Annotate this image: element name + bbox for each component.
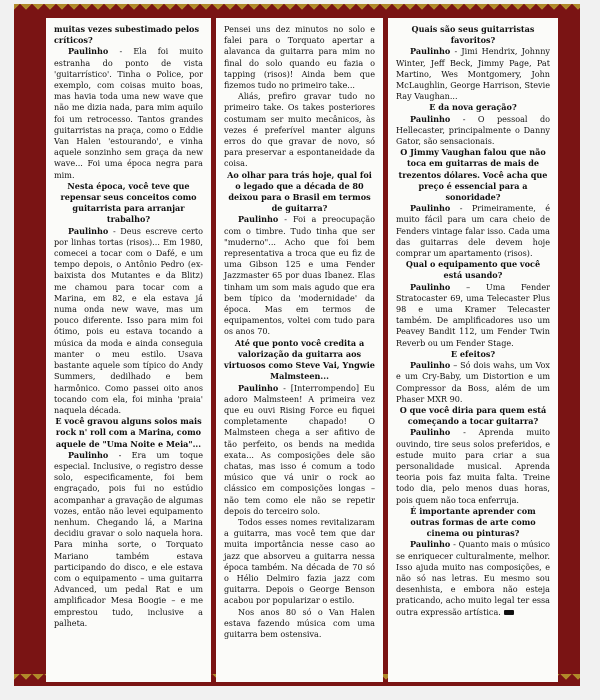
speaker-label: Paulinho <box>410 427 451 438</box>
speaker-label: Paulinho <box>68 449 109 460</box>
column-1 <box>46 18 211 682</box>
answer-text: - Deus escreve certo por linhas tortas (risos)... Em 1980, comecei a tocar com o Dafé, e um tempo depois, o Antônio Pedro (ex-baixista dos Mutantes e da Blitz) me chamou para tocar com a Marina, em 82, e ela estava já numa onda new wave, mas um pouco diferente. Isso para mim foi ótimo, pois eu estava tocando a música da moda e ainda conseguia manter o meu estilo. Usava bastante aquele som típico do Andy Summers, dedilhado e bem harmônico. Como passei oito anos tocando com ela, foi minha 'praia' naquela década. <box>54 225 203 415</box>
speaker-label: Paulinho <box>410 46 451 57</box>
speaker-label: Paulinho <box>410 203 451 214</box>
question: E você gravou alguns solos mais rock n' roll com a Marina, como aquele de "Uma Noite e Meia"... <box>55 416 202 449</box>
question: O Jimmy Vaughan falou que não toca em guitarras de mais de trezentos dólares. Você acha que preço é essencial para a sonoridade? <box>398 147 548 203</box>
question-continuation: muitas vezes subestimado pelos críticos? <box>54 24 199 46</box>
question: Qual o equipamento que você está usando? <box>405 259 541 281</box>
question: Quais são seus guitarristas favoritos? <box>411 24 535 46</box>
answer-text: - Foi a preocupação com o timbre. Tudo tinha que ser "muderno"... Acho que foi bem representativa a troca que eu fiz de uma Gibson 125 e uma Fender Jazzmaster 65 por duas Ibanez. Elas tinham um som mais agudo que era bem típico da 'modernidade' da época. Mas em termos de equipamentos, voltei com tudo para os anos 70. <box>224 214 375 337</box>
paragraph: Nos anos 80 só o Van Halen estava fazendo música com uma guitarra bem ostensiva. <box>224 606 375 639</box>
speaker-label: Paulinho <box>410 360 451 371</box>
question: E efeitos? <box>450 348 496 359</box>
paragraph: Pensei uns dez minutos no solo e falei para o Torquato apertar a alavanca da guitarra para mim no final do solo quando eu fazia o tapping (risos)! Ainda bem que fizemos tudo no primeiro take... <box>224 24 375 91</box>
top-zigzag-border <box>14 4 580 16</box>
column-3 <box>388 18 558 682</box>
answer-text: - Primeiramente, é muito fácil para um cara cheio de Fenders vintage falar isso. Cada uma das guitarras dele devem hoje comprar um apartamento (risos). <box>396 203 550 259</box>
question: Nesta época, você teve que repensar seus conceitos como guitarrista para arranjar trabalho? <box>60 180 197 225</box>
answer-text: - Quanto mais o músico se enriquecer culturalmente, melhor. Isso ajuda muito nas composições, e não só nas letras. Eu mesmo sou desenhista, e embora não esteja praticando, acho muito legal ter essa outra expressão artística. <box>396 539 550 617</box>
answer-text: - Ela foi muito estranha do ponto de vista 'guitarrístico'. Tinha o Police, por exemplo, com coisas muito boas, mas havia toda uma new wave que não me dizia nada, para mim aquilo foi um retrocesso. Tantos grandes guitarristas na praça, como o Eddie Van Halen 'estourando', e vinha aquele sonzinho sem graça da new wave... Foi uma época negra para mim. <box>54 46 203 180</box>
answer-text: - Jimi Hendrix, Johnny Winter, Jeff Beck, Jimmy Page, Pat Martino, Wes Montgomery, John McLaughlin, George Harrison, Stevie Ray Vaughan... <box>396 46 550 102</box>
speaker-label: Paulinho <box>238 214 279 225</box>
answer-text: - O pessoal do Hellecaster, principalmente o Danny Gator, são sensacionais. <box>396 113 550 147</box>
question: E da nova geração? <box>429 102 517 113</box>
question: É importante aprender com outras formas de arte como cinema ou pinturas? <box>410 505 536 539</box>
answer-text: – Só dois wahs, um Vox e um Cry-Baby, um Distortion e um Compressor da Boss, além de um Phaser MXR 90. <box>396 360 550 404</box>
speaker-label: Paulinho <box>410 281 451 292</box>
question: Ao olhar para trás hoje, qual foi o legado que a década de 80 deixou para o Brasil em termos de guitarra? <box>227 169 372 214</box>
paragraph: Todos esses nomes revitalizaram a guitarra, mas você tem que dar muita importância nesse caso ao jazz que absorveu a guitarra nessa época também. Na década de 70 só o Hélio Delmiro fazia jazz com guitarra. Depois o George Benson acabou por popularizar o estilo. <box>224 516 375 606</box>
question: Até que ponto você credita a valorização da guitarra aos virtuosos como Steve Vai, Yngwie Malmsteen... <box>224 337 375 382</box>
question: O que você diria para quem está começando a tocar guitarra? <box>399 404 547 427</box>
column-2 <box>216 18 383 682</box>
answer-text: - Aprenda muito ouvindo, tire seus solos preferidos, e estude muito para criar a sua personalidade musical. Aprenda teoria pois faz muita falta. Treine todo dia, pelo menos duas horas, pois quem não toca enferruja. <box>396 427 550 505</box>
answer-text: - [Interrompendo] Eu adoro Malmsteen! A primeira vez que eu ouvi Rising Force eu fiquei completamente chapado! O Malmsteen chega a ser afitivo de tão perfeito, os bends na medida exata... As composições dele são chatas, mas isso é comum a todo músico que vá unir o rock ao clássico em composições longas – não tem como ele não se repetir depois do terceiro solo. <box>224 382 375 516</box>
speaker-label: Paulinho <box>68 46 109 57</box>
paragraph: Aliás, prefiro gravar tudo no primeiro take. Os takes posteriores costumam ser muito mecânicos, às vezes é preferível manter alguns erros do que gravar de novo, só para preservar a espontaneidade da coisa. <box>224 91 375 169</box>
answer-text: – Uma Fender Stratocaster 69, uma Telecaster Plus 98 e uma Kramer Telecaster também. De amplificadores uso um Peavey Bandit 112, um Fender Twin Reverb ou um Fender Stage. <box>396 281 550 348</box>
speaker-label: Paulinho <box>68 225 109 236</box>
speaker-label: Paulinho <box>238 382 279 393</box>
speaker-label: Paulinho <box>410 113 451 124</box>
end-mark-icon <box>504 610 514 615</box>
answer-text: - Era um toque especial. Inclusive, o registro desse solo, especificamente, foi bem engraçado, pois fui no estúdio acompanhar a gravação de algumas vozes, então não levei equipamento nenhum. Chegando lá, a Marina decidiu gravar o solo naquela hora. Para minha sorte, o Torquato Mariano também estava participando do disco, e ele estava com o equipamento – uma guitarra Advanced, um pedal Rat e um amplificador Mesa Boogie – e me emprestou tudo, inclusive a palheta. <box>54 449 203 628</box>
speaker-label: Paulinho <box>410 539 451 550</box>
